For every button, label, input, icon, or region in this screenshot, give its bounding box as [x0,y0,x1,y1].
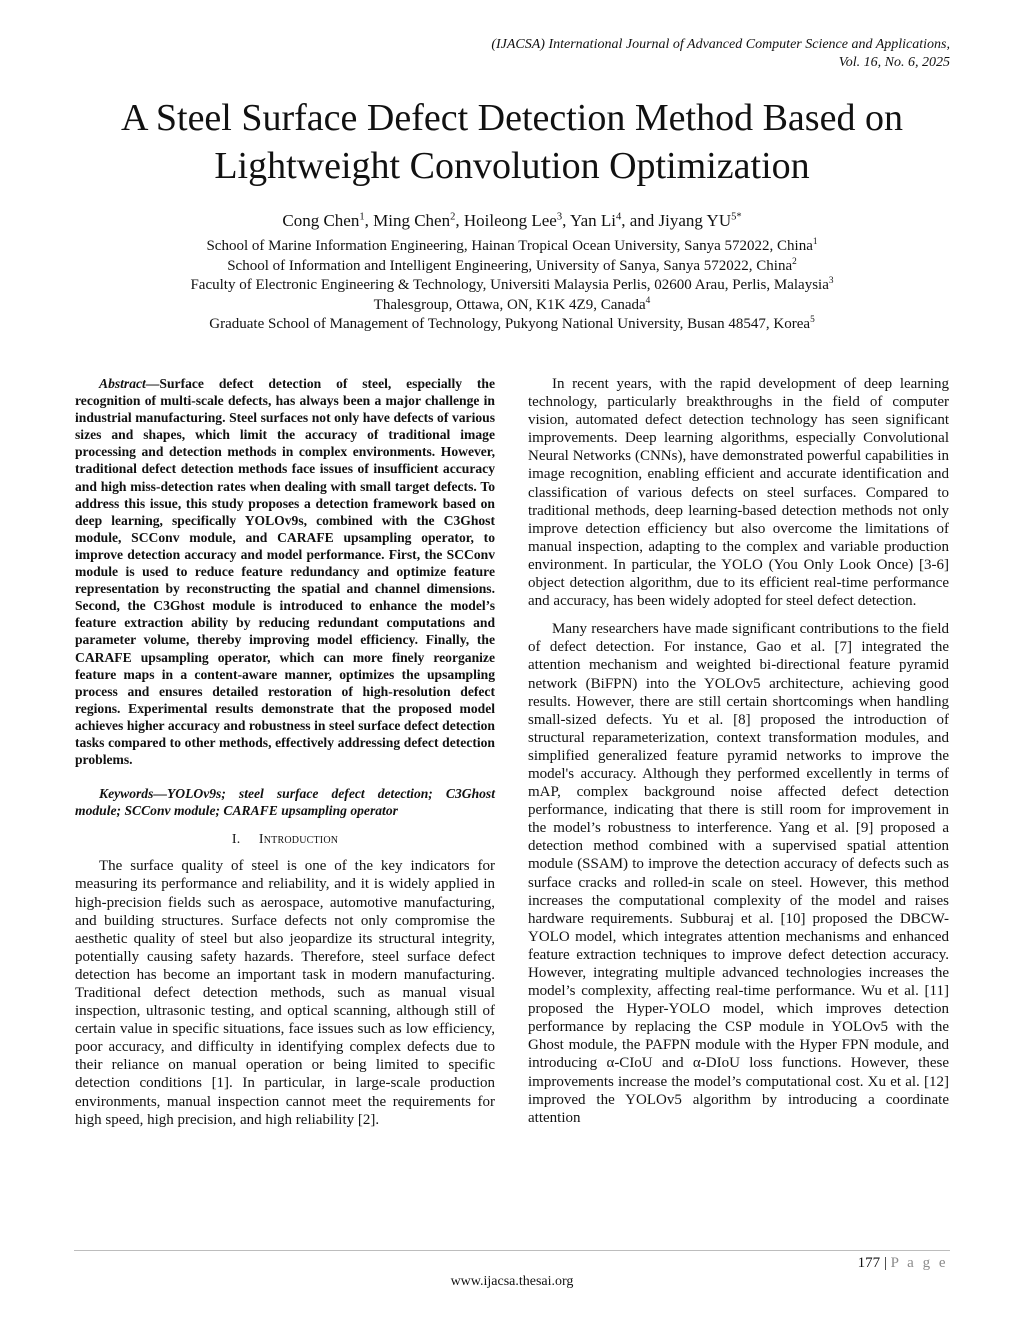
paper-title-line-2: Lightweight Convolution Optimization [214,145,810,187]
left-column [75,375,495,1129]
affiliation-text: Thalesgroup, Ottawa, ON, K1K 4Z9, Canada [373,296,646,313]
author-affiliation-mark: 5* [731,211,742,223]
right-column [528,375,949,1127]
affiliation-line [60,296,964,316]
author-list [60,210,964,232]
author-separator: , and [621,211,659,230]
author-name: Ming Chen [373,211,451,230]
affiliation-text: School of Information and Intelligent Engineering, University of Sanya, Sanya 572022, China [227,257,793,274]
page-word: P a g e [890,1255,948,1271]
intro-paragraph-2: In recent years, with the rapid development of deep learning technology, particularly breakthroughs in the field of computer vision, automated defect detection technology has seen significant improvements. Deep learning algorithms, especially Convolutional Neural Networks (CNNs), have demonstrated powerful capabilities in image recognition, enabling efficient and accurate identification and classification of various defects on steel surfaces. Compared to traditional methods, deep learning-based detection methods not only improve detection efficiency but also overcome the limitations of manual inspection, adapting to the complex and variable production environment. In particular, the YOLO (You Only Look Once) [3-6] object detection algorithm, due to its efficient real-time performance and accuracy, has been widely adopted for steel defect detection. [528,376,949,610]
intro-paragraph-3: Many researchers have made significant contributions to the field of defect detection. For instance, Gao et al. [7] integrated the attention mechanism and weighted bi-directional feature pyramid network (BiFPN) into the YOLOv5 architecture, achieving good results. However, there are still certain shortcomings when handling small-sized defects. Yu et al. [8] proposed the introduction of structural reparameterization, context transformation modules, and simplified generalized feature pyramid networks to improve the model's accuracy. Although they performed excellently in terms of mAP, complex background noise affected defect detection performance, indicating that there is still room for improvement in the model’s robustness to interference. Yang et al. [9] proposed a detection method combined with a supervised spatial attention module (SSAM) to improve the detection accuracy of defects such as surface cracks and rolled-in scale on steel. However, this method increases the computational complexity of the model and raises hardware requirements. Subburaj et al. [10] proposed the DBCW-YOLO model, which integrates attention mechanisms and enhanced feature extraction techniques to improve defect detection accuracy. However, integrating multiple advanced technologies increases the model’s complexity, affecting real-time performance. Wu et al. [11] proposed the Hyper-YOLO model, which improves detection performance by replacing the CSP module in YOLOv5 with the Ghost module, the PAFPN module with the Hyper FPN module, and introducing α-CIoU and α-DIoU loss functions. However, these improvements increase the model’s computational cost. Xu et al. [12] improved the YOLOv5 algorithm by introducing a coordinate attention [528,621,949,1126]
author-name: Yan Li [570,211,616,230]
paper-title-line-1: A Steel Surface Defect Detection Method Based on [121,97,903,139]
abstract-text: Surface defect detection of steel, especially the recognition of multi-scale defects, has always been a major challenge in industrial manufacturing. Steel surfaces not only have defects of various sizes and shapes, which limit the accuracy of traditional image processing and detection methods in complex environments. However, traditional defect detection methods face issues of insufficient accuracy and high miss-detection rates when dealing with small target defects. To address this issue, this study proposes a detection framework based on deep learning, specifically YOLOv9s, combined with the C3Ghost module, SCConv module, and CARAFE upsampling operator, to improve detection accuracy and model performance. First, the SCConv module is used to reduce feature redundancy and optimize feature representation by reconstructing the spatial and channel dimensions. Second, the C3Ghost module is introduced to enhance the model’s feature extraction ability by reducing redundant computations and parameter volume, thereby improving model efficiency. Finally, the CARAFE upsampling operator, which can more finely reorganize feature maps in a content-aware manner, optimizes the upsampling process and ensures detailed restoration of high-resolution defect regions. Experimental results demonstrate that the proposed model achieves higher accuracy and robustness in steel surface defect detection tasks compared to other methods, effectively addressing defect detection problems. [75,376,495,768]
abstract [75,375,495,768]
affiliation-mark: 3 [828,276,834,286]
affiliation-mark: 2 [792,256,797,267]
section-heading [75,832,495,848]
journal-volume: Vol. 16, No. 6, 2025 [838,55,950,70]
author-affiliation-mark: 1 [359,211,365,223]
abstract-label: Abstract— [99,376,160,391]
section-title: Introduction [258,832,339,848]
affiliation-text: Faculty of Electronic Engineering & Technology, Universiti Malaysia Perlis, 02600 Arau, Perlis, Malaysia [190,277,829,293]
author-affiliation-mark: 3 [556,211,563,223]
keywords: Keywords—YOLOv9s; steel surface defect detection; C3Ghost module; SCConv module; CARAFE upsampling operator [75,786,495,819]
affiliation-line [60,315,964,335]
affiliation-text: Graduate School of Management of Technology, Pukyong National University, Busan 48547, Korea [209,316,811,332]
author-name: Hoileong Lee [463,211,557,230]
affiliation-mark: 5 [810,315,815,325]
paper-title [60,94,964,190]
page-number [858,1255,948,1272]
author-separator: , [364,211,374,230]
affiliation-list [60,237,964,335]
website-url: www.ijacsa.thesai.org [450,1274,574,1289]
affiliation-line [60,237,964,257]
footer-divider [74,1250,950,1251]
affiliation-line [60,257,964,277]
affiliation-mark: 4 [645,295,651,306]
author-affiliation-mark: 2 [450,211,456,223]
journal-name: (IJACSA) International Journal of Advanced Computer Science and Applications, [491,37,950,52]
author-name: Cong Chen [282,211,360,230]
affiliation-mark: 1 [812,237,818,247]
affiliation-text: School of Marine Information Engineering, Hainan Tropical Ocean University, Sanya 572022, China [206,238,813,254]
author-name: Jiyang YU [658,211,732,230]
page-number-value: 177 [857,1255,881,1271]
intro-paragraph-1: The surface quality of steel is one of the key indicators for measuring its performance and reliability, and it is widely applied in high-precision fields such as aerospace, automotive manufacturing, and building structures. Surface defects not only compromise the aesthetic quality of steel but also jeopardize its structural integrity, potentially causing safety hazards. Therefore, steel surface defect detection has become an important task in modern manufacturing. Traditional defect detection methods, such as manual visual inspection, ultrasonic testing, and optical scanning, although still of certain value in specific situations, face issues such as low efficiency, poor accuracy, and difficulty in identifying complex defects due to their reliance on manual operation or being limited to specific detection conditions [1]. In particular, in large-scale production environments, manual inspection cannot meet the requirements for high speed, high precision, and high reliability [2]. [75,858,495,1128]
page-separator: | [880,1255,891,1271]
author-separator: , [562,211,570,230]
author-affiliation-mark: 4 [615,211,622,223]
affiliation-line [60,276,964,296]
journal-header [491,36,950,72]
section-number: I. [231,832,241,848]
author-separator: , [455,211,464,230]
